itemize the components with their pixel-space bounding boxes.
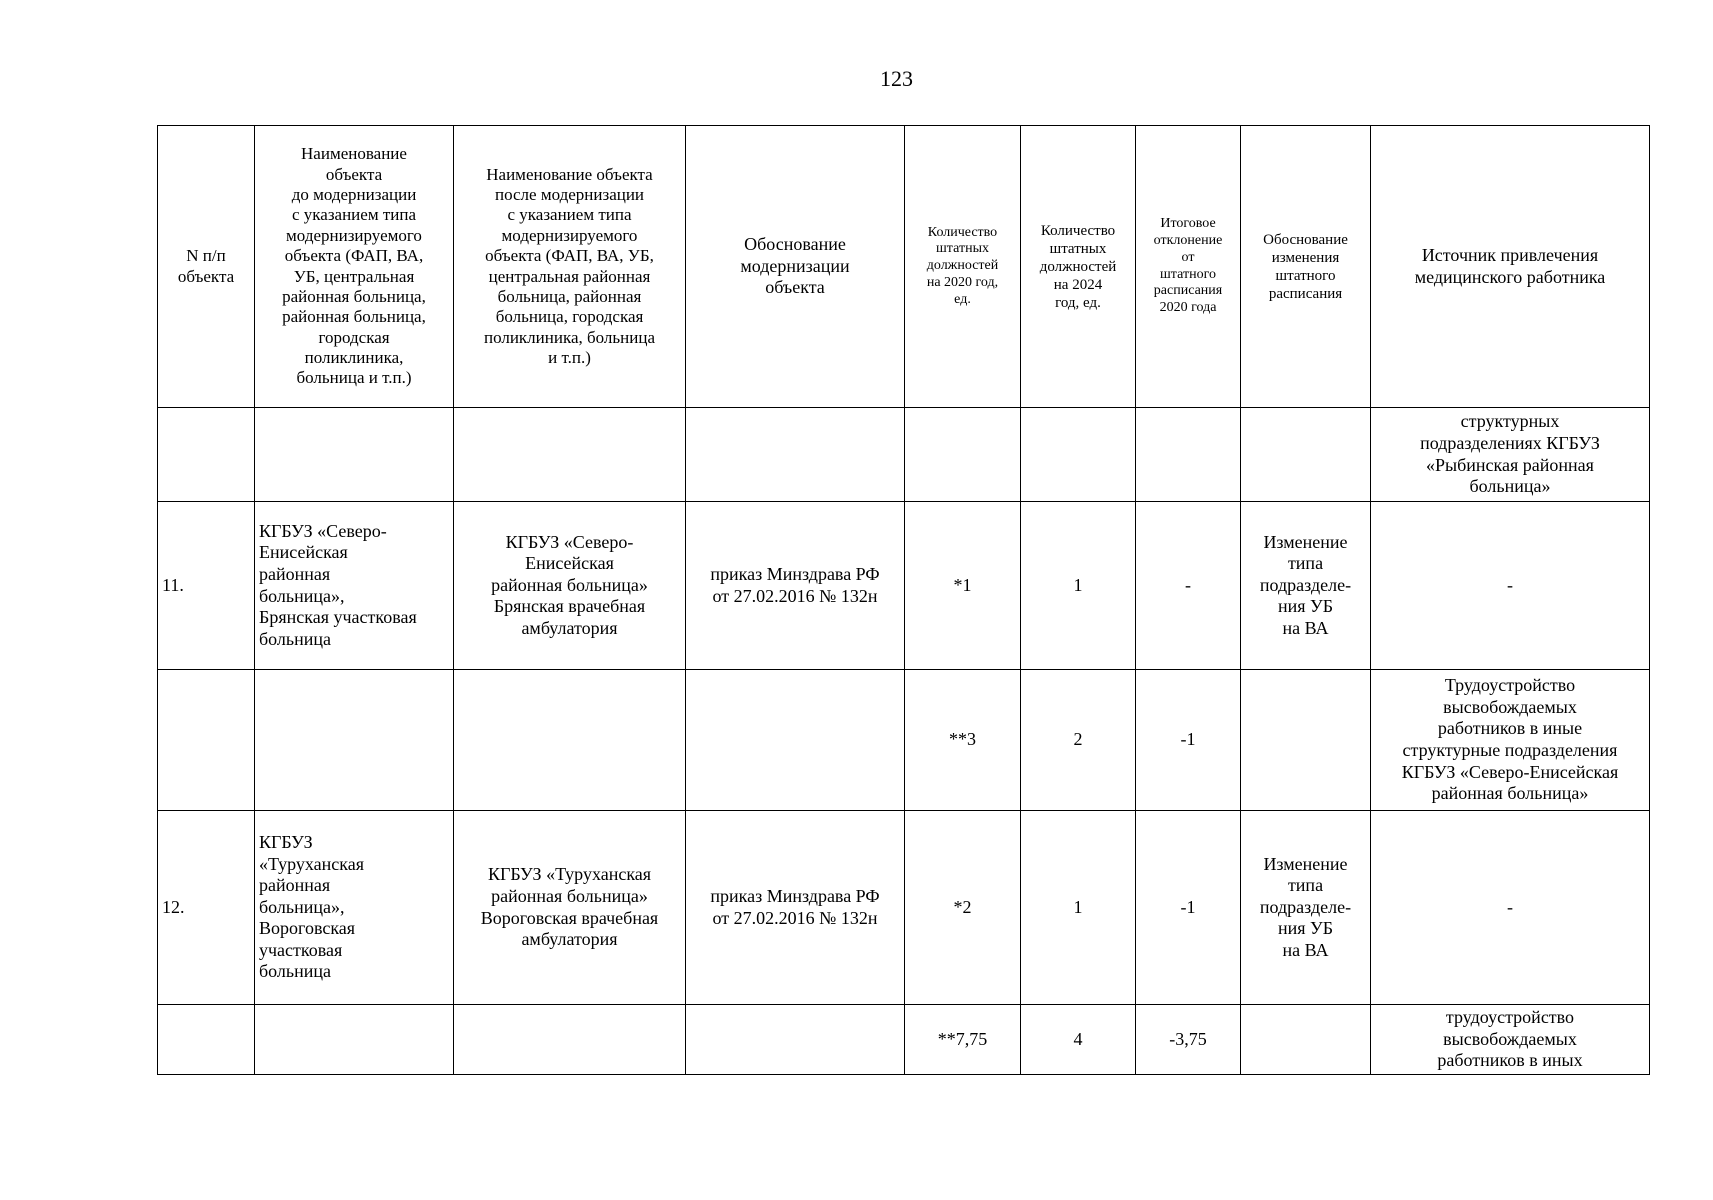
cell-deviation: - [1136,502,1241,670]
cell-change-basis [1241,408,1371,502]
header-row [158,126,1650,408]
header-worker-source: Источник привлечения медицинского работника [1371,126,1650,408]
cell-staff-2024: 1 [1021,811,1136,1005]
cell-name-before [255,408,454,502]
cell-staff-2024 [1021,408,1136,502]
cell-staff-2020: *1 [905,502,1021,670]
table-row [158,670,1650,811]
cell-number [158,670,255,811]
cell-staff-2020 [905,408,1021,502]
header-object-number: N п/п объекта [158,126,255,408]
cell-basis: приказ Минздрава РФ от 27.02.2016 № 132н [686,502,905,670]
cell-deviation: -1 [1136,811,1241,1005]
cell-deviation [1136,408,1241,502]
cell-basis [686,408,905,502]
cell-name-before: КГБУЗ «Туруханская районная больница», Вороговская участковая больница [255,811,454,1005]
cell-deviation: -1 [1136,670,1241,811]
table-row [158,811,1650,1005]
page-number: 123 [880,66,913,91]
cell-basis: приказ Минздрава РФ от 27.02.2016 № 132н [686,811,905,1005]
cell-staff-2024: 4 [1021,1005,1136,1075]
cell-change-basis: Изменение типа подразделе- ния УБ на ВА [1241,811,1371,1005]
cell-number [158,408,255,502]
header-name-before: Наименование объекта до модернизации с указанием типа модернизируемого объекта (ФАП, ВА, УБ, центральная районная больница, районная больница, городская поликлиника, больница и т.п.) [255,126,454,408]
cell-staff-2024: 2 [1021,670,1136,811]
cell-worker-source: трудоустройство высвобождаемых работников в иных [1371,1005,1650,1075]
header-name-after: Наименование объекта после модернизации с указанием типа модернизируемого объекта (ФАП, ВА, УБ, центральная районная больница, районная больница, городская поликлиника, больница и т.п.) [454,126,686,408]
cell-name-before: КГБУЗ «Северо- Енисейская районная больница», Брянская участковая больница [255,502,454,670]
cell-staff-2020: **7,75 [905,1005,1021,1075]
cell-name-after: КГБУЗ «Северо- Енисейская районная больница» Брянская врачебная амбулатория [454,502,686,670]
cell-basis [686,670,905,811]
cell-basis [686,1005,905,1075]
cell-change-basis: Изменение типа подразделе- ния УБ на ВА [1241,502,1371,670]
table-row [158,502,1650,670]
cell-name-after: КГБУЗ «Туруханская районная больница» Вороговская врачебная амбулатория [454,811,686,1005]
header-staff-2020: Количество штатных должностей на 2020 год, ед. [905,126,1021,408]
cell-staff-2020: **3 [905,670,1021,811]
cell-worker-source: структурных подразделениях КГБУЗ «Рыбинская районная больница» [1371,408,1650,502]
cell-change-basis [1241,670,1371,811]
cell-worker-source: Трудоустройство высвобождаемых работников в иные структурные подразделения КГБУЗ «Северо-Енисейская районная больница» [1371,670,1650,811]
cell-name-after [454,1005,686,1075]
header-change-basis: Обоснование изменения штатного расписания [1241,126,1371,408]
header-deviation: Итоговое отклонение от штатного расписания 2020 года [1136,126,1241,408]
table-row [158,1005,1650,1075]
header-staff-2024: Количество штатных должностей на 2024 год, ед. [1021,126,1136,408]
cell-name-before [255,670,454,811]
staffing-table [157,125,1650,1075]
cell-worker-source: - [1371,502,1650,670]
cell-name-after [454,408,686,502]
cell-staff-2020: *2 [905,811,1021,1005]
cell-worker-source: - [1371,811,1650,1005]
cell-number [158,1005,255,1075]
cell-change-basis [1241,1005,1371,1075]
cell-name-after [454,670,686,811]
cell-deviation: -3,75 [1136,1005,1241,1075]
cell-number: 12. [158,811,255,1005]
cell-staff-2024: 1 [1021,502,1136,670]
cell-number: 11. [158,502,255,670]
table-row [158,408,1650,502]
cell-name-before [255,1005,454,1075]
header-modernization-basis: Обоснование модернизации объекта [686,126,905,408]
